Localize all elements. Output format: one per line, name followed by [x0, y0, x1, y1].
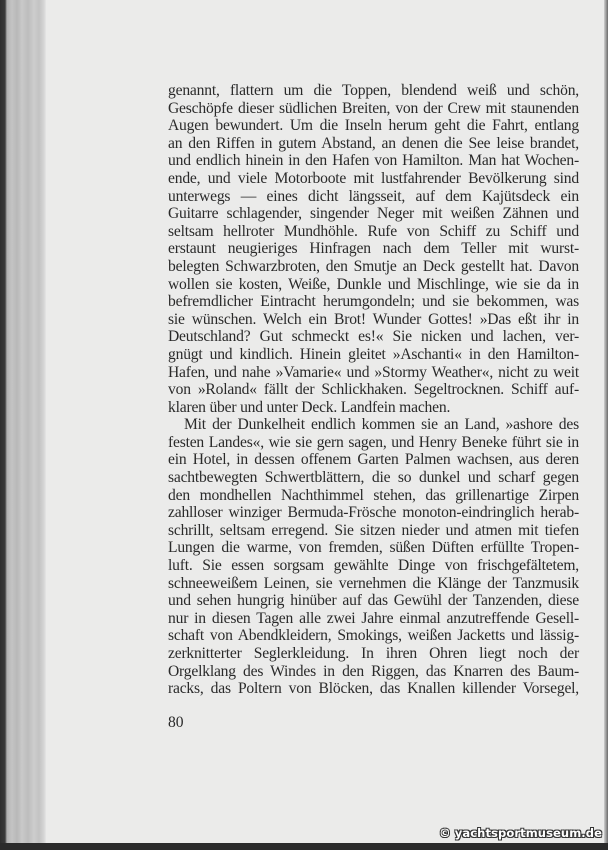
paragraph [168, 82, 579, 416]
text-line: befremdlicher Eintracht herumgondeln; und sie bekommen, was [168, 293, 579, 311]
text-line: den mondhellen Nachthimmel stehen, das grillenartige Zirpen [168, 486, 579, 504]
text-line: klaren über und unter Deck. Landfein machen. [168, 398, 451, 416]
text-line: schrillt, seltsam erregend. Sie sitzen nieder und atmen mit tiefen [168, 521, 579, 539]
text-line: nur in diesen Tagen alle zwei Jahre einmal anzutreffende Gesell- [168, 609, 579, 627]
text-line: erstaunt neugieriges Hinfragen nach dem Teller mit wurst- [168, 240, 579, 258]
text-line: schaft von Abendkleidern, Smokings, weißen Jacketts und lässig- [168, 627, 579, 645]
text-line: und endlich hinein in den Hafen von Hamilton. Man hat Wochen- [168, 152, 579, 170]
text-line: Mit der Dunkelheit endlich kommen sie an Land, »ashore des [184, 416, 579, 434]
scan-bottom-border [0, 843, 608, 850]
page-number: 80 [168, 714, 184, 731]
text-line: Deutschland? Gut schmeckt es!« Sie nicken und lachen, ver- [168, 328, 579, 346]
text-line: sie wünschen. Welch ein Brot! Wunder Gottes! »Das eßt ihr in [168, 310, 579, 328]
text-line: schneeweißem Leinen, sie vernehmen die Klänge der Tanzmusik [168, 574, 579, 592]
text-line: unterwegs — eines dicht längsseit, auf dem Kajütsdeck ein [168, 187, 579, 205]
text-line: gnügt und kindlich. Hinein gleitet »Aschanti« in den Hamilton- [168, 345, 579, 363]
text-line: luft. Sie essen sorgsam gewählte Dinge von frischgefältetem, [168, 557, 579, 575]
text-line: Augen bewundert. Um die Inseln herum geht die Fahrt, entlang [168, 117, 579, 135]
text-line: ende, und viele Motorboote mit lustfahrender Bevölkerung sind [168, 169, 579, 187]
text-line: Guitarre schlagender, singender Neger mit weißen Zähnen und [168, 205, 579, 223]
text-line: an den Riffen in gutem Abstand, an denen die See leise brandet, [168, 134, 579, 152]
text-line: festen Landes«, wie sie gern sagen, und Henry Beneke führt sie in [168, 433, 579, 451]
text-line: Hafen, und nahe »Vamarie« und »Stormy Weather«, nicht zu weit [168, 363, 579, 381]
text-line: racks, das Poltern von Blöcken, das Knallen killender Vorsegel, [168, 680, 579, 698]
text-line: belegten Schwarzbroten, den Smutje an Deck gestellt hat. Davon [168, 257, 579, 275]
body-text [168, 82, 579, 698]
text-line: ein Hotel, in dessen offenem Garten Palmen wachsen, aus deren [168, 451, 579, 469]
text-line: genannt, flattern um die Toppen, blendend weiß und schön, [168, 82, 579, 99]
book-page-stack-edge [0, 0, 46, 850]
paragraph [168, 416, 579, 698]
page-right-edge [604, 0, 608, 850]
copyright-watermark: © yachtsportmuseum.de [439, 826, 602, 840]
text-line: zahlloser winziger Bermuda-Frösche monoton-eindringlich herab- [168, 504, 579, 522]
text-line: Geschöpfe dieser südlichen Breiten, von der Crew mit staunenden [168, 99, 579, 117]
text-line: sachtbewegten Schwertblättern, die so dunkel und scharf gegen [168, 469, 579, 487]
text-line: von »Roland« fällt der Schlickhaken. Segeltrocknen. Schiff auf- [168, 381, 579, 399]
text-line: zerknitterter Seglerkleidung. In ihren Ohren liegt noch der [168, 645, 579, 662]
text-line: und sehen hungrig hinüber auf das Gewühl der Tanzenden, diese [168, 592, 579, 610]
text-line: Orgelklang des Windes in den Riggen, das Knarren des Baum- [168, 662, 579, 680]
text-line: Lungen die warme, von fremden, süßen Düften erfüllte Tropen- [168, 539, 579, 557]
text-line: seltsam hellroter Mundhöhle. Rufe von Schiff zu Schiff und [168, 222, 579, 240]
text-line: wollen sie kosten, Weiße, Dunkle und Mischlinge, wie sie da in [168, 275, 579, 293]
